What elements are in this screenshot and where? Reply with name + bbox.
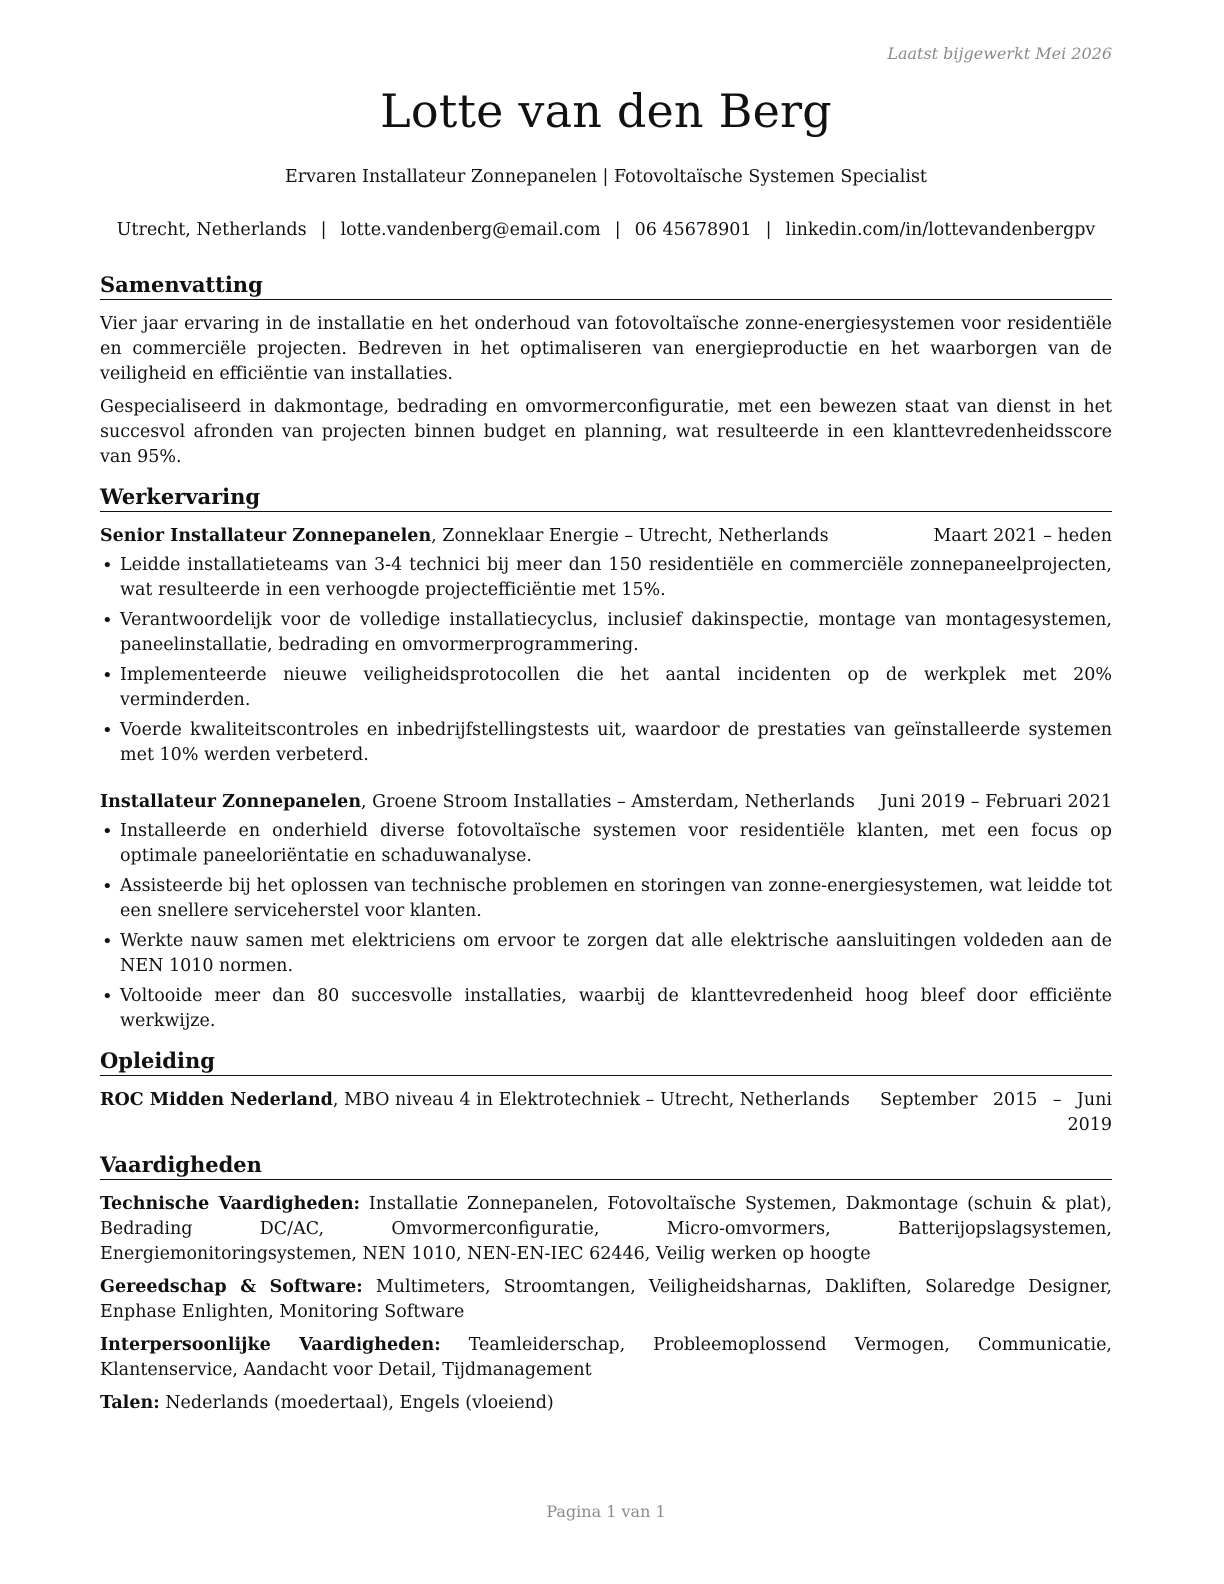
education-entry (100, 1088, 1112, 1138)
contact-line (100, 220, 1112, 240)
candidate-name: Lotte van den Berg (380, 84, 832, 138)
section-title: Opleiding (100, 1048, 1112, 1076)
contact-email[interactable]: lotte.vandenberg@email.com (340, 220, 601, 240)
summary-paragraph: Vier jaar ervaring in de installatie en het onderhoud van fotovoltaïsche zonne-energiesystemen voor residentiële en commerciële projecten. Bedreven in het optimaliseren van energieproductie en het waarborgen van de veiligheid en efficiëntie van installaties. (100, 314, 1112, 384)
education-section (100, 1048, 1112, 1138)
skill-label: Gereedschap & Software: (100, 1277, 363, 1297)
skill-label: Technische Vaardigheden: (100, 1194, 361, 1214)
skill-label: Interpersoonlijke Vaardigheden: (100, 1335, 441, 1355)
job-dates: Juni 2019 – Februari 2021 (879, 792, 1112, 812)
page-footer: Pagina 1 van 1 (546, 1502, 666, 1521)
job-bullet: • Voltooide meer dan 80 succesvolle installaties, waarbij de klanttevredenheid hoog bleef door efficiënte werkwijze. (100, 984, 1112, 1034)
job-bullets (100, 553, 1112, 768)
education-details: , MBO niveau 4 in Elektrotechniek – Utrecht, Netherlands (332, 1090, 850, 1110)
skill-text: Multimeters, Stroomtangen, Veiligheidsharnas, Dakliften, Solaredge Designer, Enphase Enlighten, Monitoring Software (100, 1277, 1112, 1322)
job-bullet: • Installeerde en onderhield diverse fotovoltaïsche systemen voor residentiële klanten, met een focus op optimale paneeloriëntatie en schaduwanalyse. (100, 819, 1112, 869)
job-header (100, 524, 1112, 549)
skill-group (100, 1391, 1112, 1416)
job-bullets (100, 819, 1112, 1034)
job-bullet: • Implementeerde nieuwe veiligheidsprotocollen die het aantal incidenten op de werkplek met 20% verminderden. (100, 663, 1112, 713)
contact-linkedin[interactable]: linkedin.com/in/lottevandenbergpv (785, 220, 1096, 240)
candidate-subtitle: Ervaren Installateur Zonnepanelen | Fotovoltaïsche Systemen Specialist (285, 167, 927, 187)
job-entry (100, 790, 1112, 1034)
contact-separator: | (320, 220, 327, 240)
education-school: ROC Midden Nederland (100, 1090, 333, 1110)
job-bullet: • Leidde installatieteams van 3-4 technici bij meer dan 150 residentiële en commerciële zonnepaneelprojecten, wat resulteerde in een verhoogde projectefficiëntie met 15%. (100, 553, 1112, 603)
summary-paragraph: Gespecialiseerd in dakmontage, bedrading en omvormerconfiguratie, met een bewezen staat van dienst in het succesvol afronden van projecten binnen budget en planning, wat resulteerde in een klanttevredenheidsscore van 95%. (100, 397, 1112, 467)
education-dates: September 2015 – Juni 2019 (880, 1090, 1112, 1135)
skill-group (100, 1192, 1112, 1267)
skill-text: Teamleiderschap, Probleemoplossend Vermogen, Communicatie, Klantenservice, Aandacht voor Detail, Tijdmanagement (100, 1335, 1112, 1380)
contact-phone[interactable]: 06 45678901 (634, 220, 752, 240)
job-role: Installateur Zonnepanelen (100, 792, 362, 812)
skill-group (100, 1275, 1112, 1325)
job-bullet: • Assisteerde bij het oplossen van technische problemen en storingen van zonne-energiesystemen, wat leidde tot een snellere serviceherstel voor klanten. (100, 874, 1112, 924)
skill-label: Talen: (100, 1393, 160, 1413)
section-title: Werkervaring (100, 484, 1112, 512)
job-dates: Maart 2021 – heden (933, 526, 1112, 546)
skill-text: Nederlands (moedertaal), Engels (vloeiend) (159, 1393, 554, 1413)
experience-section (100, 484, 1112, 1034)
summary-section (100, 272, 1112, 470)
resume-page (100, 0, 1112, 1584)
contact-separator: | (765, 220, 772, 240)
job-company: , Zonneklaar Energie – Utrecht, Netherlands (431, 526, 829, 546)
job-company: , Groene Stroom Installaties – Amsterdam, Netherlands (361, 792, 855, 812)
section-title: Samenvatting (100, 272, 1112, 300)
skill-group (100, 1333, 1112, 1383)
resume-content (100, 272, 1112, 1430)
contact-separator: | (614, 220, 621, 240)
job-header (100, 790, 1112, 815)
job-bullet: • Verantwoordelijk voor de volledige installatiecyclus, inclusief dakinspectie, montage van montagesystemen, paneelinstallatie, bedrading en omvormerprogrammering. (100, 608, 1112, 658)
job-bullet: • Voerde kwaliteitscontroles en inbedrijfstellingstests uit, waardoor de prestaties van geïnstalleerde systemen met 10% werden verbeterd. (100, 718, 1112, 768)
skills-section (100, 1152, 1112, 1416)
contact-location: Utrecht, Netherlands (116, 220, 307, 240)
job-role: Senior Installateur Zonnepanelen (100, 526, 432, 546)
job-entry (100, 524, 1112, 768)
job-bullet: • Werkte nauw samen met elektriciens om ervoor te zorgen dat alle elektrische aansluitingen voldeden aan de NEN 1010 normen. (100, 929, 1112, 979)
skill-text: Installatie Zonnepanelen, Fotovoltaïsche Systemen, Dakmontage (schuin & plat), Bedrading DC/AC, Omvormerconfiguratie, Micro-omvormers, Batterijopslagsystemen, Energiemonitoringsystemen, NEN 1010, NEN-EN-IEC 62446, Veilig werken op hoogte (100, 1194, 1112, 1264)
last-updated: Laatst bijgewerkt Mei 2026 (887, 44, 1112, 63)
section-title: Vaardigheden (100, 1152, 1112, 1180)
